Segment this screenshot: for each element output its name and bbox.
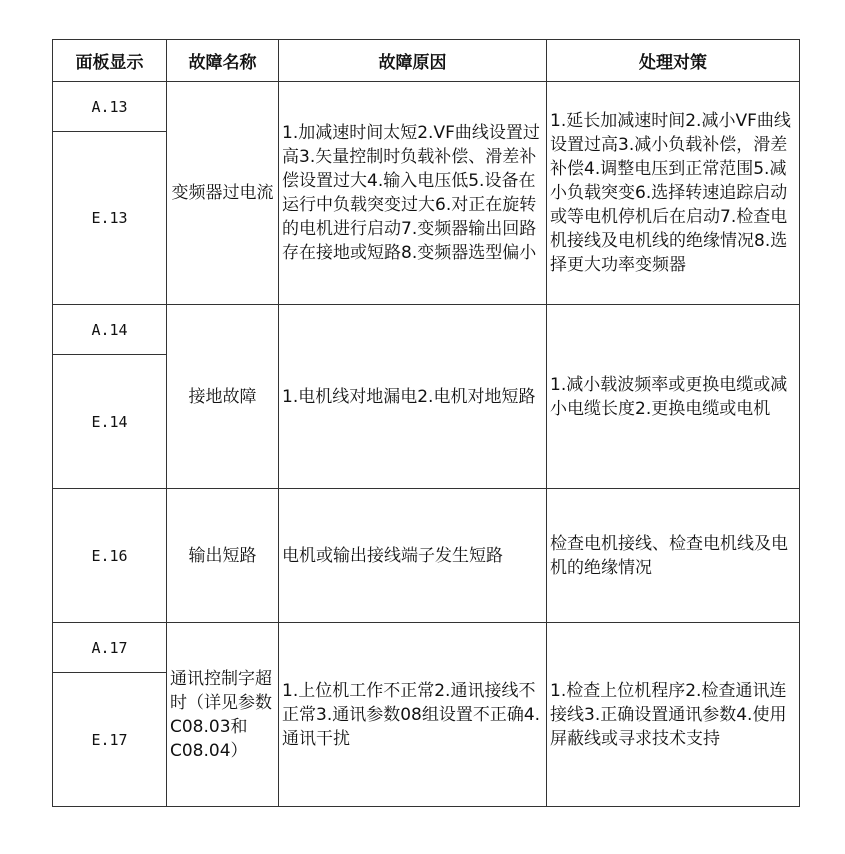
solution-cell: 1.减小载波频率或更换电缆或减小电缆长度2.更换电缆或电机 xyxy=(547,305,800,489)
fault-cause-cell: 1.电机线对地漏电2.电机对地短路 xyxy=(279,305,547,489)
fault-cause-cell: 电机或输出接线端子发生短路 xyxy=(279,489,547,623)
fault-name-cell: 变频器过电流 xyxy=(167,82,279,305)
code-cell: E.17 xyxy=(53,673,167,807)
fault-name-cell: 通讯控制字超时（详见参数C08.03和C08.04） xyxy=(167,623,279,807)
header-solution: 处理对策 xyxy=(547,40,800,82)
code-cell: A.13 xyxy=(53,82,167,132)
fault-cause-cell: 1.加减速时间太短2.VF曲线设置过高3.矢量控制时负载补偿、滑差补偿设置过大4.输入电压低5.设备在运行中负载突变过大6.对正在旋转的电机进行启动7.变频器输出回路存在接地或短路8.变频器选型偏小 xyxy=(279,82,547,305)
table-row xyxy=(53,82,800,132)
header-row xyxy=(53,40,800,82)
fault-name-cell: 输出短路 xyxy=(167,489,279,623)
fault-table xyxy=(52,39,800,807)
table-row xyxy=(53,489,800,623)
code-cell: E.13 xyxy=(53,132,167,305)
solution-cell: 1.延长加减速时间2.减小VF曲线设置过高3.减小负载补偿，滑差补偿4.调整电压到正常范围5.减小负载突变6.选择转速追踪启动或等电机停机后在启动7.检查电机接线及电机线的绝缘情况8.选择更大功率变频器 xyxy=(547,82,800,305)
table-row xyxy=(53,305,800,355)
code-cell: E.16 xyxy=(53,489,167,623)
code-cell: A.14 xyxy=(53,305,167,355)
header-panel-display: 面板显示 xyxy=(53,40,167,82)
fault-name-cell: 接地故障 xyxy=(167,305,279,489)
header-fault-name: 故障名称 xyxy=(167,40,279,82)
header-fault-cause: 故障原因 xyxy=(279,40,547,82)
code-cell: E.14 xyxy=(53,355,167,489)
fault-cause-cell: 1.上位机工作不正常2.通讯接线不正常3.通讯参数08组设置不正确4.通讯干扰 xyxy=(279,623,547,807)
code-cell: A.17 xyxy=(53,623,167,673)
solution-cell: 1.检查上位机程序2.检查通讯连接线3.正确设置通讯参数4.使用屏蔽线或寻求技术支持 xyxy=(547,623,800,807)
solution-cell: 检查电机接线、检查电机线及电机的绝缘情况 xyxy=(547,489,800,623)
table-row xyxy=(53,623,800,673)
